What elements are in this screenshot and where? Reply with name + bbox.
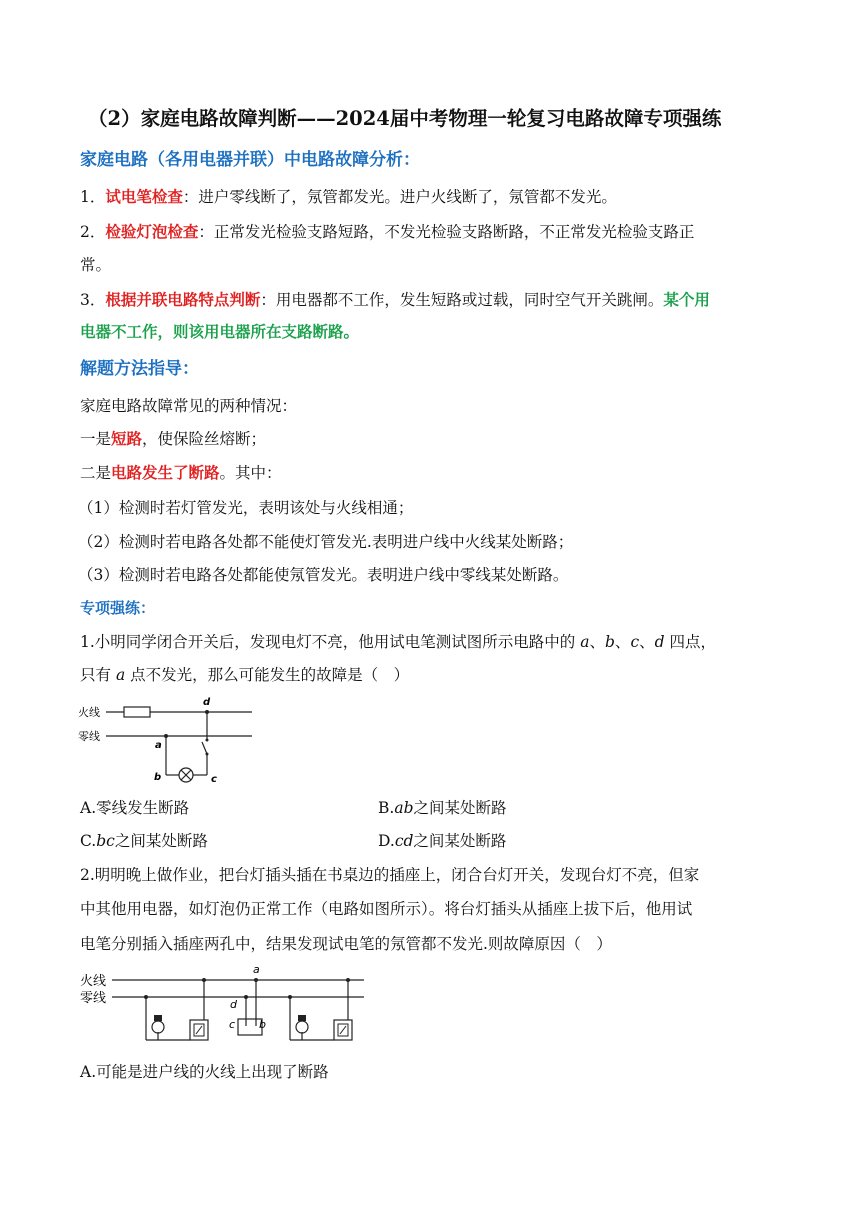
q1-option-d[interactable]: [378, 831, 506, 851]
option-letter: D.: [378, 832, 395, 850]
option-text: 之间某处断路: [114, 832, 208, 850]
section-heading-fault-analysis: 家庭电路（各用电器并联）中电路故障分析：: [80, 150, 420, 170]
bulb-icon: [152, 1021, 164, 1033]
point-label-c: c: [229, 1018, 236, 1031]
item-highlight: 某个用: [663, 290, 710, 309]
item-keyword: 试电笔检查: [105, 187, 183, 206]
point-label-a: a: [253, 963, 260, 976]
method-sub-1: （1）检测时若灯管发光，表明该处与火线相通；: [78, 499, 414, 517]
method-case-2: [80, 463, 282, 483]
option-text: 之间某处断路: [413, 799, 507, 817]
point-label-d: d: [203, 697, 211, 708]
fuse-symbol: [124, 707, 150, 717]
option-segment: ab: [394, 799, 414, 817]
question-text: 点不发光，那么可能发生的故障是（ ）: [125, 666, 410, 684]
separator: 、: [614, 633, 631, 651]
neutral-wire-label: 零线: [78, 730, 100, 743]
question-text: 只有: [80, 666, 116, 684]
point-label-b: b: [259, 1018, 266, 1031]
case-prefix: 一是: [80, 430, 112, 448]
q1-option-a[interactable]: A.零线发生断路: [80, 799, 190, 817]
item-number: 3．: [80, 291, 106, 309]
analysis-item-2: [80, 222, 694, 242]
point-label-b: b: [604, 633, 615, 651]
item-number: 2．: [80, 223, 106, 241]
method-intro: 家庭电路故障常见的两种情况：: [80, 397, 298, 415]
wall-switch-icon: [340, 1026, 346, 1034]
case-suffix: ，使保险丝熔断；: [142, 430, 267, 448]
option-segment: bc: [96, 832, 115, 850]
analysis-item-3: [80, 290, 710, 310]
point-label-b: b: [154, 772, 162, 783]
live-wire-label: 火线: [78, 706, 100, 719]
circuit-diagram-1: [76, 692, 256, 792]
option-letter: B.: [378, 799, 395, 817]
item-text: ：进户零线断了，氖管都发光。进户火线断了，氖管都不发光。: [182, 188, 617, 206]
option-segment: cd: [394, 832, 414, 850]
neutral-wire-label: 零线: [80, 991, 107, 1006]
switch-contact: [206, 739, 209, 742]
section-heading-practice: 专项强练：: [80, 599, 156, 617]
live-wire-label: 火线: [80, 974, 107, 989]
method-case-1: [80, 429, 266, 449]
item-keyword: 根据并联电路特点判断: [105, 290, 261, 309]
analysis-item-1: [80, 187, 617, 207]
case-keyword: 短路: [111, 429, 143, 448]
point-label-a: a: [580, 633, 590, 651]
analysis-item-2-cont: 常。: [80, 256, 112, 274]
question-1-line-1: [80, 632, 716, 652]
page-title: （2）家庭电路故障判断——2024届中考物理一轮复习电路故障专项强练: [88, 107, 722, 130]
point-label-c: c: [630, 633, 640, 651]
point-label-a: a: [155, 740, 162, 751]
item-number: 1．: [80, 188, 106, 206]
case-suffix: 。其中：: [219, 464, 282, 482]
separator: 、: [639, 633, 655, 651]
wall-switch-icon: [196, 1026, 202, 1034]
separator: 、: [589, 633, 605, 651]
point-label-d: d: [654, 633, 665, 651]
point-label-a: a: [115, 666, 126, 684]
question-2-line-1: 2.明明晚上做作业，把台灯插头插在书桌边的插座上，闭合台灯开关，发现台灯不亮，但家: [80, 866, 700, 884]
case-keyword: 电路发生了断路: [111, 463, 220, 482]
item-keyword: 检验灯泡检查: [105, 222, 199, 241]
option-text: 之间某处断路: [413, 832, 507, 850]
bulb-icon: [296, 1021, 308, 1033]
question-1-line-2: [80, 665, 409, 685]
method-sub-3: （3）检测时若电路各处都能使氖管发光。表明进户线中零线某处断路。: [78, 566, 569, 584]
point-label-c: c: [211, 774, 217, 785]
q2-option-a[interactable]: A.可能是进户线的火线上出现了断路: [80, 1063, 329, 1081]
point-label-d: d: [230, 998, 237, 1011]
section-heading-method: 解题方法指导：: [80, 359, 199, 379]
item-text: ：用电器都不工作，发生短路或过载，同时空气开关跳闸。: [260, 291, 664, 309]
case-prefix: 二是: [80, 464, 112, 482]
question-text: 1.小明同学闭合开关后，发现电灯不亮，他用试电笔测试图所示电路中的: [80, 633, 581, 651]
item-text: ：正常发光检验支路短路，不发光检验支路断路，不正常发光检验支路正: [198, 223, 695, 241]
question-text: 四点，: [664, 633, 717, 651]
q1-option-c[interactable]: [80, 831, 208, 851]
analysis-item-3-cont: 电器不工作，则该用电器所在支路断路。: [80, 322, 360, 341]
question-2-line-3: 电笔分别插入插座两孔中，结果发现试电笔的氖管都不发光.则故障原因（ ）: [80, 935, 612, 953]
question-2-line-2: 中其他用电器，如灯泡仍正常工作（电路如图所示）。将台灯插头从插座上拔下后，他用试: [80, 900, 693, 918]
method-sub-2: （2）检测时若电路各处都不能使灯管发光.表明进户线中火线某处断路；: [78, 533, 574, 551]
switch-blade: [202, 742, 207, 754]
option-letter: C.: [80, 832, 97, 850]
circuit-diagram-2: [78, 958, 368, 1050]
q1-option-b[interactable]: [378, 798, 507, 818]
